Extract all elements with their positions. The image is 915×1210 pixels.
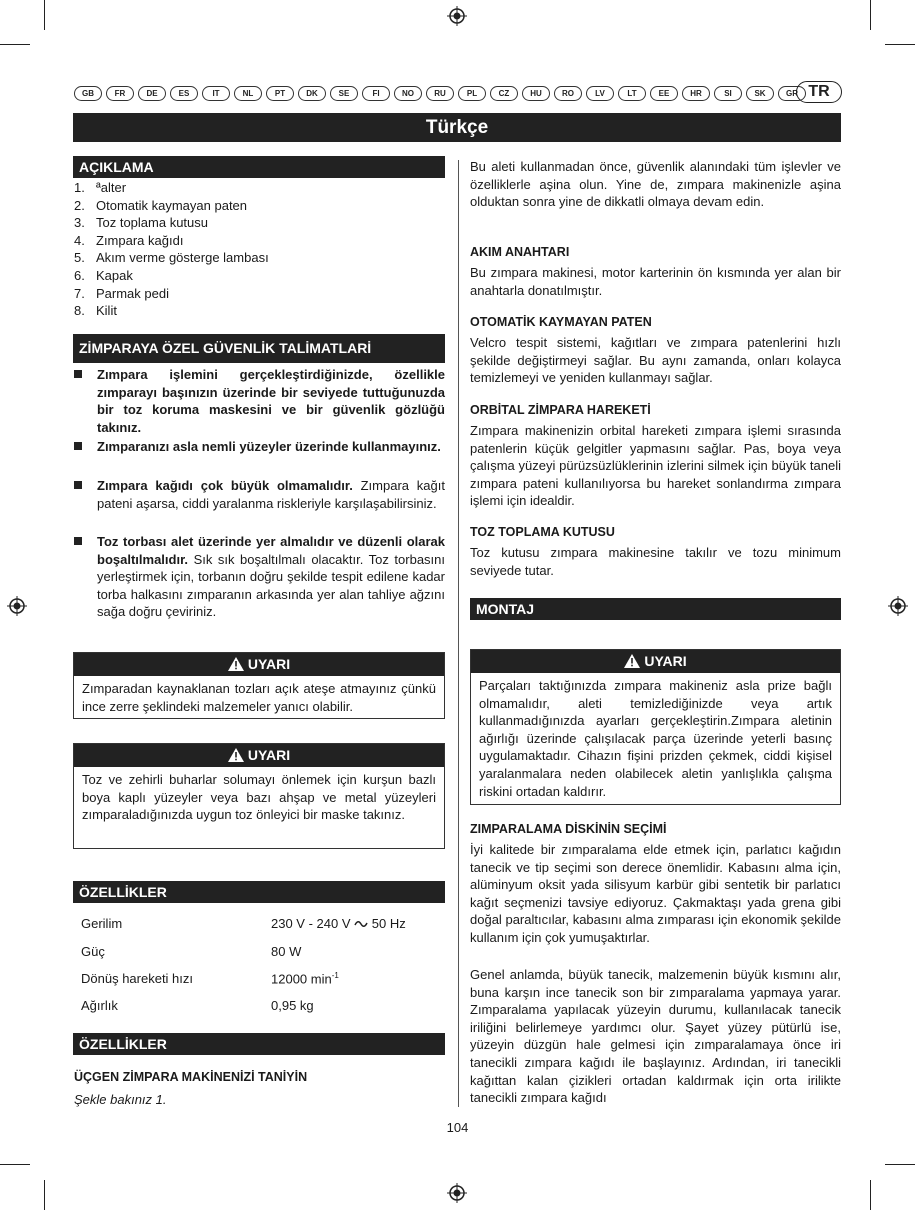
safety-bullet: Zımparanızı asla nemli yüzeyler üzerinde kullanmayınız. (74, 438, 445, 456)
section-heading: TOZ TOPLAMA KUTUSU (470, 525, 615, 539)
warning-triangle-icon (624, 654, 640, 668)
section-header-safety: ZİMPARAYA ÖZEL GÜVENLİK TALİMATLARİ (73, 334, 445, 363)
spec-value: 230 V - 240 V 50 Hz (271, 916, 406, 931)
language-pill[interactable]: FR (106, 86, 134, 101)
crop-mark (44, 0, 45, 30)
registration-mark-icon (447, 1183, 467, 1203)
spec-label: Gerilim (81, 916, 123, 931)
language-pill[interactable]: LT (618, 86, 646, 101)
bullet-icon (74, 481, 82, 489)
crop-mark (0, 44, 30, 45)
language-pill-active[interactable]: TR (796, 81, 842, 103)
list-item: 3. Toz toplama kutusu (74, 215, 209, 231)
language-pill[interactable]: LV (586, 86, 614, 101)
section-heading: ZIMPARALAMA DİSKİNİN SEÇİMİ (470, 822, 667, 836)
figure-reference: Şekle bakınız 1. (74, 1092, 167, 1107)
warning-box (470, 649, 841, 805)
language-pill[interactable]: FI (362, 86, 390, 101)
intro-paragraph: Bu aleti kullanmadan önce, güvenlik alanındaki tüm işlevler ve özelliklerle aşina olun. Yine de, zımpara makinenizle aşina olduktan sonra yine de dikkatli olmaya devam edin. (470, 159, 841, 210)
warning-text: Toz ve zehirli buharlar solumayı önlemek için kurşun bazlı boya kaplı yüzeyler veya bazı ahşap ve metal yüzeyleri zımparaladığınızda uygun toz önleyici bir maske takınız. (82, 772, 436, 823)
paragraph: Toz kutusu zımpara makinesine takılır ve tozu minimum seviyede tutar. (470, 545, 841, 578)
language-pill[interactable]: RO (554, 86, 582, 101)
language-pill[interactable]: PL (458, 86, 486, 101)
safety-bullet: Zımpara işlemini gerçekleştirdiğinizde, özellikle zımparayı başınızın üzerinde bir seviyede tuttuğunuzda bir toz koruma maskesini ve bir güvenlik gözlüğü takınız. (74, 366, 445, 436)
language-pill[interactable]: DE (138, 86, 166, 101)
registration-mark-icon (888, 596, 908, 616)
spec-row (81, 971, 339, 987)
spec-value: 80 W (271, 944, 302, 959)
crop-mark (870, 0, 871, 30)
safety-bullet: Toz torbası alet üzerinde yer almalıdır ve düzenli olarak boşaltılmalıdır. Sık sık boşaltılmalı olacaktır. Toz torbasını yerleştirmek için, torbanın doğru şekilde tespit edilene kadar torba halkasını zımparanın arkasında yer alan tahliye ağzını sağa doğru çeviriniz. (74, 533, 445, 621)
language-pill[interactable]: SI (714, 86, 742, 101)
spec-row (81, 944, 302, 959)
spec-row (81, 916, 406, 931)
bullet-icon (74, 442, 82, 450)
bullet-icon (74, 370, 82, 378)
section-header-features-2: ÖZELLİKLER (73, 1033, 445, 1055)
language-pill[interactable]: GB (74, 86, 102, 101)
language-pill[interactable]: ES (170, 86, 198, 101)
list-item: 6. Kapak (74, 267, 133, 283)
language-pill[interactable]: SK (746, 86, 774, 101)
section-header-montaj: MONTAJ (470, 598, 841, 620)
language-pill[interactable]: EE (650, 86, 678, 101)
section-heading: AKIM ANAHTARI (470, 245, 570, 259)
list-item: 8. Kilit (74, 303, 117, 319)
section-heading: OTOMATİK KAYMAYAN PATEN (470, 315, 652, 329)
list-item: 2. Otomatik kaymayan paten (74, 197, 248, 213)
section-heading: ORBİTAL ZİMPARA HAREKETİ (470, 403, 651, 417)
language-pill[interactable]: NO (394, 86, 422, 101)
language-pill[interactable]: IT (202, 86, 230, 101)
crop-mark (44, 1180, 45, 1210)
paragraph: Zımpara makinenizin orbital hareketi zımpara işlemi sırasında patenlerin küçük gelgitler yapmasını sağlar. Pas, boya veya çalışma yüzeyi pürüzsüzlüklerinin izlerini silmek için büyük taneli zımpara pateni kullanılıyorsa bu hareket sonlandırma zımpara işlemi için idealdir. (470, 423, 841, 509)
warning-text: Zımparadan kaynaklanan tozları açık ateşe atmayınız çünkü ince zerre şeklindeki malzemeler yanıcı olabilir. (82, 681, 436, 714)
language-pill[interactable]: HR (682, 86, 710, 101)
list-item: 1. ªalter (74, 180, 127, 195)
crop-mark (870, 1180, 871, 1210)
paragraph: Genel anlamda, büyük tanecik, malzemenin büyük kısmını alır, buna karşın ince tanecik son bir zımparalama yapmaya yarar. Zımparalama yapılacak yüzeyin durumu, kullanılacak tanecik iriliğini belirlemeye yardımcı olur. Şayet yüzey pütürlü ise, yüzeyin düzgün hale gelmesi için zımparalamaya önce iri tanecikli zımpara kağıdı ile başlayınız. Ardından, iri tanecikli kağıttan kalan çizikleri ortadan kaldırmak için orta irilikte tanecikli zımpara kağıdı (470, 967, 841, 1106)
safety-bullet: Zımpara kağıdı çok büyük olmamalıdır. Zımpara kağıt pateni aşarsa, ciddi yaralanma riskleriyle karşılaşabilirsiniz. (74, 477, 445, 512)
crop-mark (0, 1164, 30, 1165)
ac-current-icon (354, 920, 368, 928)
bullet-icon (74, 537, 82, 545)
spec-label: Güç (81, 944, 105, 959)
language-pill[interactable]: DK (298, 86, 326, 101)
language-selector (74, 84, 844, 104)
list-item: 7. Parmak pedi (74, 285, 169, 301)
paragraph: Velcro tespit sistemi, kağıtları ve zımpara patenlerini hızlı şekilde değiştirmeyi sağlar. Bu aynı zamanda, onları kolayca temizlemeyi ve yeniden kullanmayı sağlar. (470, 335, 841, 386)
language-pill[interactable]: CZ (490, 86, 518, 101)
language-pill[interactable]: GR (778, 86, 806, 101)
language-pill[interactable]: HU (522, 86, 550, 101)
language-pill[interactable]: NL (234, 86, 262, 101)
language-pill[interactable]: SE (330, 86, 358, 101)
paragraph: İyi kalitede bir zımparalama elde etmek için, parlatıcı kağıdın tanecik ve tip seçimi son derece önemlidir. Kabasını alma için, alüminyum oksit yada silisyum karbür gibi sentetik bir parlatıcı kağıt seçmenizi tavsiye ediyoruz. Çakmaktaşı yada grena gibi doğal paraltıcılar, kabasını alma zımparası için ekonomik şekilde kullanım için çok yumuşaktırlar. (470, 842, 841, 945)
parts-list (74, 179, 434, 320)
warning-text: Parçaları taktığınızda zımpara makineniz asla prize bağlı olmamalıdır, aleti temizlediğinizde veya artık kullanmadığınızda ayarları gerçekleştirin.Zımpara aletinin ağırlığı üzerinde çalışılacak parça üzerinde yeterli basınç uygulamaktadır. Cihazın fişini prizden çekmek, ciddi kişisel yaralanmalara neden olabilecek aletin yanlışlıkla çalışma riskini ortadan kaldırır. (479, 678, 832, 799)
language-pill[interactable]: PT (266, 86, 294, 101)
warning-header: UYARI (471, 650, 840, 673)
spec-value: 12000 $\min^{-1}$ (271, 971, 339, 987)
spec-row (81, 998, 314, 1013)
paragraph: Bu zımpara makinesi, motor karterinin ön kısmında yer alan bir anahtarla donatılmıştır. (470, 265, 841, 298)
warning-box (73, 652, 445, 719)
section-heading: ÜÇGEN ZİMPARA MAKİNENİZİ TANİYİN (74, 1070, 308, 1084)
warning-header: UYARI (74, 744, 444, 767)
spec-value: 0,95 kg (271, 998, 314, 1013)
page-title-banner: Türkçe (73, 113, 841, 142)
warning-header: UYARI (74, 653, 444, 676)
language-pill[interactable]: RU (426, 86, 454, 101)
crop-mark (885, 1164, 915, 1165)
spec-label: Ağırlık (81, 998, 118, 1013)
section-header-features: ÖZELLİKLER (73, 881, 445, 903)
warning-box (73, 743, 445, 849)
warning-triangle-icon (228, 748, 244, 762)
warning-triangle-icon (228, 657, 244, 671)
spec-label: Dönüş hareketi hızı (81, 971, 194, 986)
crop-mark (885, 44, 915, 45)
page-number: 104 (446, 1120, 469, 1135)
registration-mark-icon (447, 6, 467, 26)
list-item: 4. Zımpara kağıdı (74, 232, 184, 248)
section-header-aciklama: AÇIKLAMA (73, 156, 445, 178)
list-item: 5. Akım verme gösterge lambası (74, 250, 269, 266)
registration-mark-icon (7, 596, 27, 616)
column-divider (458, 160, 459, 1107)
